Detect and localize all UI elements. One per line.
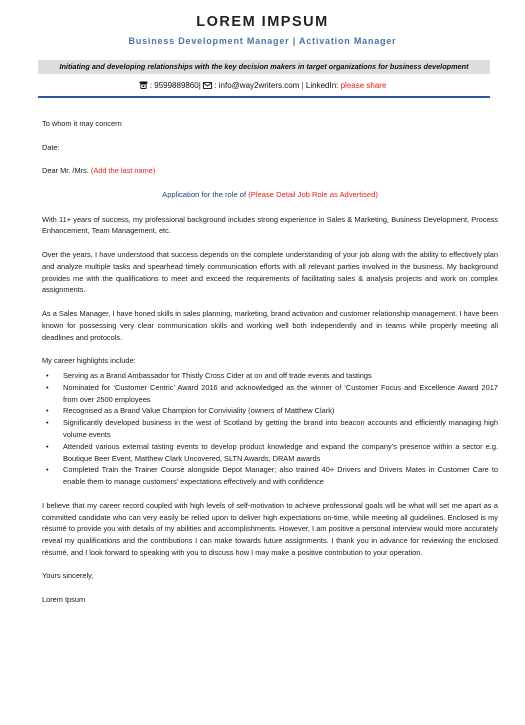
email-address[interactable]: info@way2writers.com xyxy=(218,81,300,90)
list-item: • Recognised as a Brand Value Champion for Conviviality (owners of Matthew Clark) xyxy=(46,406,335,416)
phone-number: 9599889860 xyxy=(154,81,199,90)
list-item: • Completed Train the Trainer Course alongside Depot Manager; also trained 40+ Drivers and Drivers Mates in Customer Care to enable them to manage customers’ expectations effectively and with confidence xyxy=(46,465,498,487)
role-label: Application for the role of xyxy=(162,189,247,199)
letter-body xyxy=(42,118,498,606)
header-divider xyxy=(38,96,490,98)
envelope-icon xyxy=(203,81,214,90)
paragraph-experience: Over the years, I have understood that success depends on the complete understanding of your job along with the ability to effectively plan and analyze multiple tasks and spearhead timely communication efforts with all relevant parties involved in the business. My background provides me with the qualifications to meet and exceed the requirements of facilitating sales & analysis projects and work on complex assignments. xyxy=(42,249,498,295)
contact-separator: | xyxy=(198,81,201,90)
paragraph-skills: As a Sales Manager, I have honed skills in sales planning, marketing, brand activation and customer relationship management. I have been known for possessing very clear communication skills and working well both independently and in teams while properly meeting all deadlines and protocols. xyxy=(42,308,498,342)
salutation-text: Dear Mr. /Mrs. xyxy=(42,166,89,176)
linkedin-placeholder: please share xyxy=(340,81,387,90)
list-item: • Serving as a Brand Ambassador for Thistly Cross Cider at on and off trade events and tastings xyxy=(46,370,372,380)
recipient-line: To whom it may concern xyxy=(42,119,122,128)
bullet-icon: • xyxy=(46,441,49,451)
candidate-name: LOREM IMPSUM xyxy=(196,14,329,30)
paragraph-intro: With 11+ years of success, my professional background includes strong experience in Sales & Marketing, Business Development, Process Enhancement, Team Management, etc. xyxy=(42,214,498,236)
closing-line: Yours sincerely, xyxy=(42,571,94,581)
bullet-icon: • xyxy=(46,370,49,380)
list-item: • Attended various external tasting events to develop product knowledge and expand the company’s presence within a sector e.g. Boutique Beer Event, Matthew Clark Uncovered, SLTN Awards, DRAM awards xyxy=(46,441,498,463)
role-line xyxy=(42,189,498,201)
contact-line: : 9599889860| : info@way2writers.com | LinkedIn: please share xyxy=(0,81,525,90)
date-line: Date: xyxy=(42,142,60,152)
paragraph-closing: I believe that my career record coupled with high levels of self-motivation to achieve professional goals will be what will set me apart as a committed candidate who can very easily be relied upon to deliver high expectations on-time, while meeting all guidelines. Enclosed is my résumé to provide you with details of my abilities and accomplishments. However, I am positive a personal interview would more accurately reveal my qualifications and the contributions I can make towards future assignments. I thank you in advance for reviewing the enclosed résumé, and I look forward to speaking with you to discuss how I may make a positive contribution to your operation. xyxy=(42,500,498,557)
tagline-banner: Initiating and developing relationships with the key decision makers in target organizations for business development xyxy=(38,60,490,74)
list-item: • Nominated for ‘Customer Centric’ Award 2016 and acknowledged as the winner of ‘Customer Focus and Excellence Award 2017 from over 2500 employees xyxy=(46,382,498,404)
highlights-intro: My career highlights include: xyxy=(42,356,136,366)
bullet-icon: • xyxy=(46,382,49,392)
signature-name: Lorem Ipsum xyxy=(42,595,86,605)
list-item: • Significantly developed business in the west of Scotland by getting the brand into beacon accounts and efficiently managing high volume events xyxy=(46,418,498,439)
salutation-placeholder: (Add the last name) xyxy=(90,166,156,176)
salutation-line xyxy=(42,165,498,177)
contact-separator-blue: | xyxy=(301,81,304,90)
bullet-icon: • xyxy=(46,465,49,475)
bullet-icon: • xyxy=(46,418,49,428)
phone-icon xyxy=(139,81,150,90)
bullet-icon: • xyxy=(46,406,49,416)
career-highlights-list xyxy=(42,370,498,488)
linkedin-label: LinkedIn: xyxy=(305,81,339,90)
role-placeholder: (Please Detail Job Role as Advertised) xyxy=(248,189,378,199)
job-titles: Business Development Manager | Activation Manager xyxy=(128,36,397,46)
